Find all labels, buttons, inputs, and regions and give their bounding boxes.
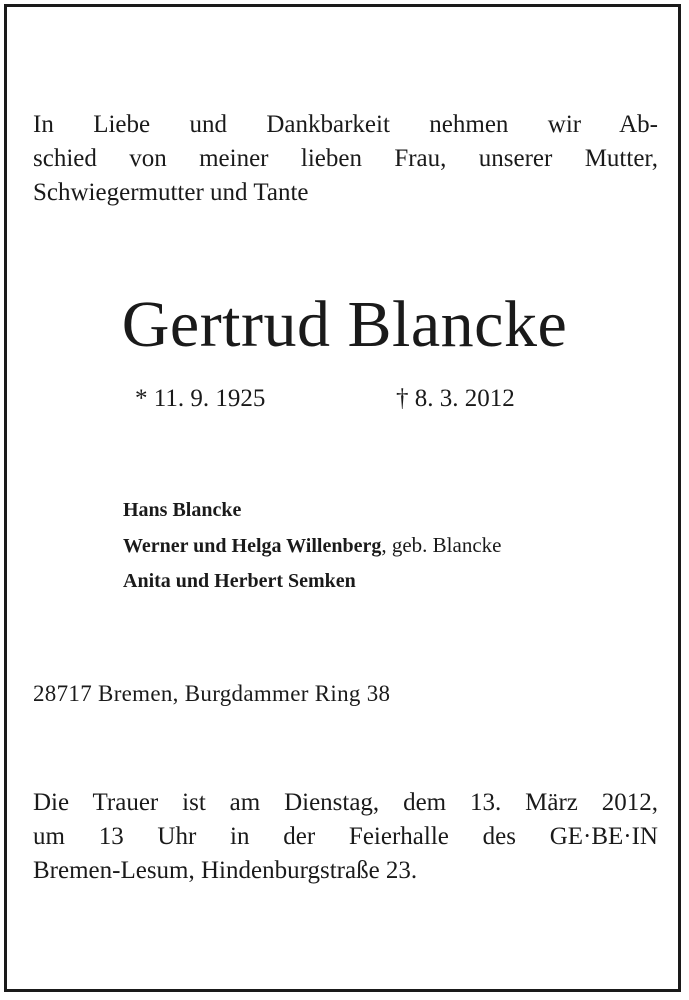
ceremony-line-3: Bremen-Lesum, Hindenburgstraße 23. — [33, 857, 418, 884]
ceremony-line-1: Die Trauer ist am Dienstag, dem 13. März 2012, — [33, 789, 658, 816]
ceremony-text — [33, 786, 658, 888]
family-member-2-row — [123, 528, 501, 564]
intro-line-3: Schwiegermutter und Tante — [33, 179, 309, 206]
family-member-2: Werner und Helga Willenberg — [123, 535, 382, 557]
birth-date: * 11. 9. 1925 — [135, 385, 266, 412]
intro-line-1: In Liebe und Dankbarkeit nehmen wir Ab- — [33, 111, 658, 138]
intro-line-2: schied von meiner lieben Frau, unserer Mutter, — [33, 145, 658, 172]
family-list — [123, 493, 501, 599]
family-member-2-suffix: , geb. Blancke — [381, 533, 502, 557]
ceremony-line-2: um 13 Uhr in der Feierhalle des GE·BE·IN — [33, 823, 658, 850]
family-member-3: Anita und Herbert Semken — [123, 570, 356, 592]
deceased-name: Gertrud Blancke — [121, 288, 568, 361]
family-member-1: Hans Blancke — [123, 499, 242, 521]
intro-text — [33, 108, 658, 210]
address: 28717 Bremen, Burgdammer Ring 38 — [33, 681, 391, 706]
death-date: † 8. 3. 2012 — [396, 385, 515, 412]
